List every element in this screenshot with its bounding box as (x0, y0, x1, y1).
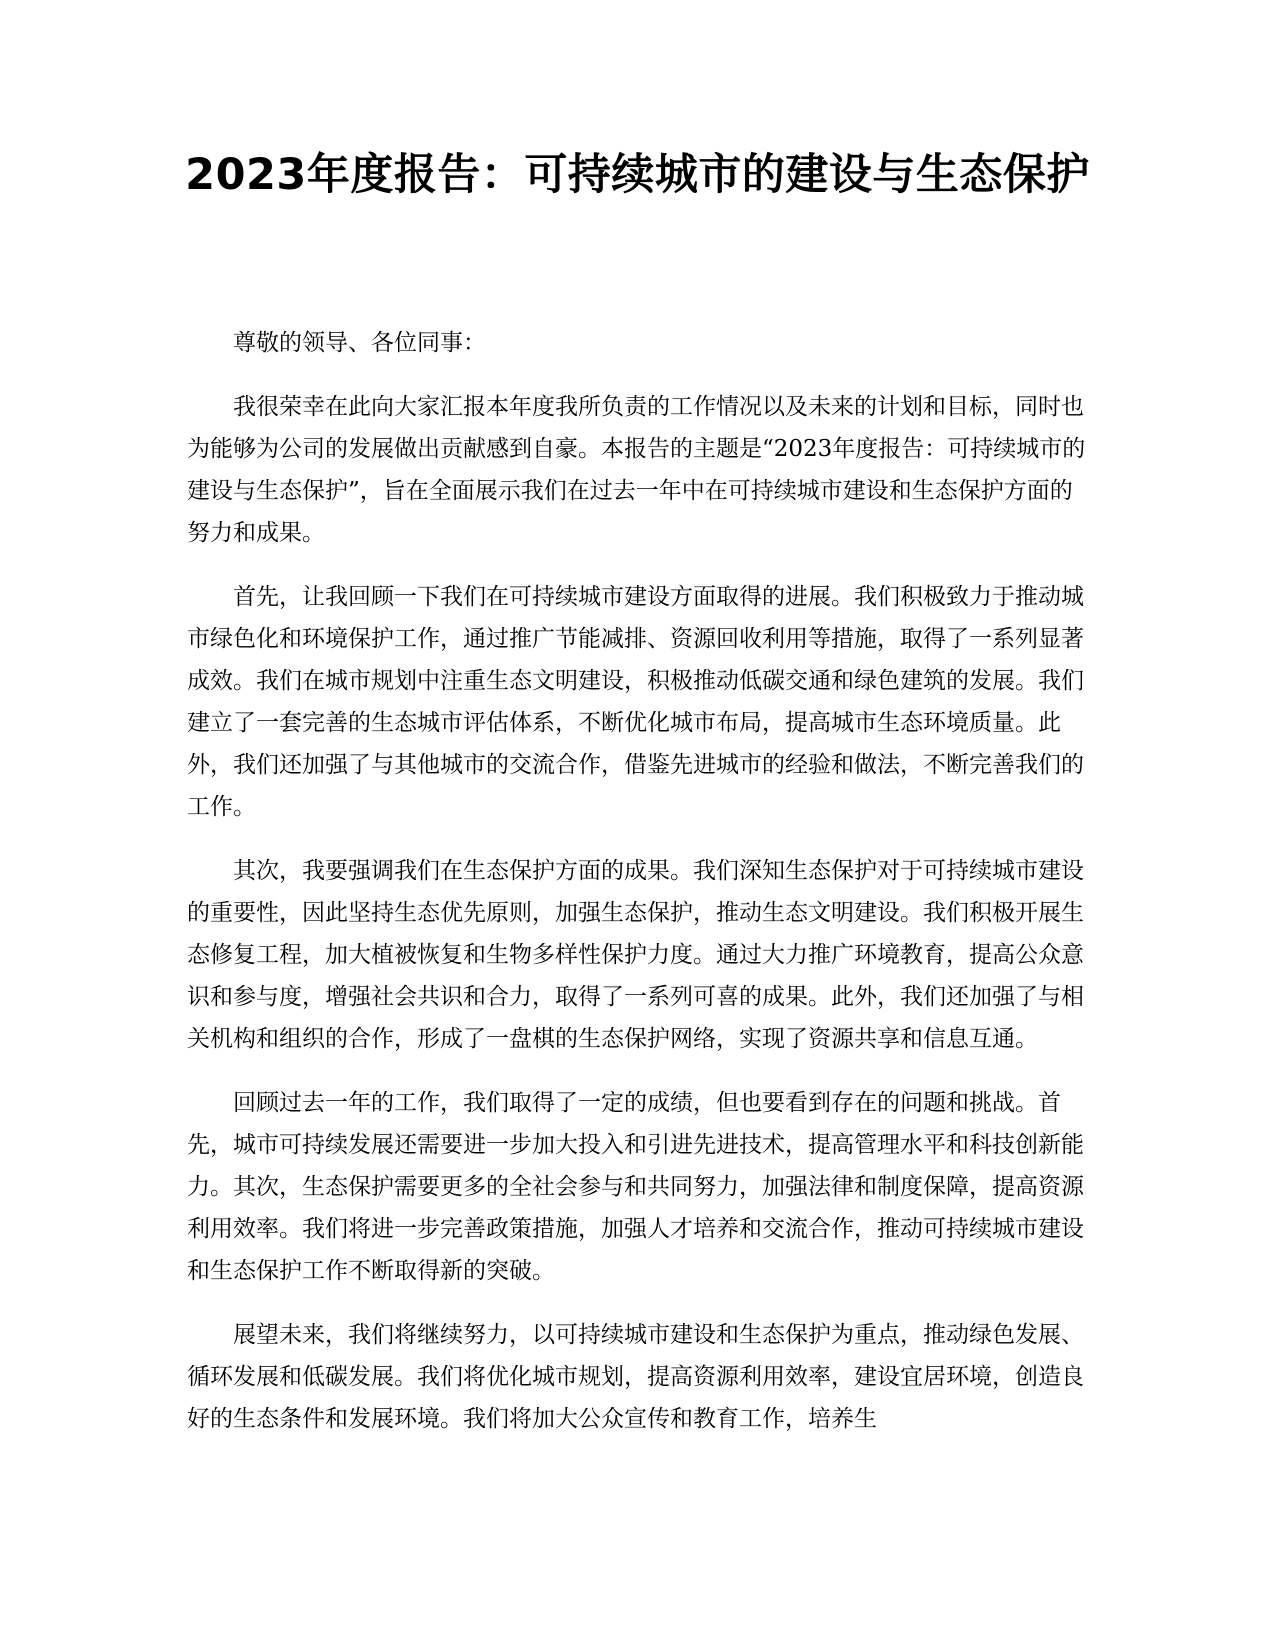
paragraph-ecology-results: 其次，我要强调我们在生态保护方面的成果。我们深知生态保护对于可持续城市建设的重要性，因此坚持生态优先原则，加强生态保护，推动生态文明建设。我们积极开展生态修复工程，加大植被恢复和生物多样性保护力度。通过大力推广环境教育，提高公众意识和参与度，增强社会共识和合力，取得了一系列可喜的成果。此外，我们还加强了与相关机构和组织的合作，形成了一盘棋的生态保护网络，实现了资源共享和信息互通。 (187, 858, 1084, 1052)
document-title: 2023年度报告：可持续城市的建设与生态保护 (185, 150, 1090, 200)
document-body (187, 322, 1092, 1462)
paragraph-intro: 我很荣幸在此向大家汇报本年度我所负责的工作情况以及未来的计划和目标，同时也为能够为公司的发展做出贡献感到自豪。本报告的主题是“2023年度报告：可持续城市的建设与生态保护”，旨在全面展示我们在过去一年中在可持续城市建设和生态保护方面的努力和成果。 (187, 394, 1086, 546)
paragraph-outlook: 展望未来，我们将继续努力，以可持续城市建设和生态保护为重点，推动绿色发展、循环发展和低碳发展。我们将优化城市规划，提高资源利用效率，建设宜居环境，创造良好的生态条件和发展环境。我们将加大公众宣传和教育工作，培养生 (187, 1322, 1084, 1432)
paragraph-challenges: 回顾过去一年的工作，我们取得了一定的成绩，但也要看到存在的问题和挑战。首先，城市可持续发展还需要进一步加大投入和引进先进技术，提高管理水平和科技创新能力。其次，生态保护需要更多的全社会参与和共同努力，加强法律和制度保障，提高资源利用效率。我们将进一步完善政策措施，加强人才培养和交流合作，推动可持续城市建设和生态保护工作不断取得新的突破。 (187, 1090, 1084, 1284)
salutation: 尊敬的领导、各位同事： (233, 330, 486, 356)
paragraph-urban-progress: 首先，让我回顾一下我们在可持续城市建设方面取得的进展。我们积极致力于推动城市绿色化和环境保护工作，通过推广节能减排、资源回收利用等措施，取得了一系列显著成效。我们在城市规划中注重生态文明建设，积极推动低碳交通和绿色建筑的发展。我们建立了一套完善的生态城市评估体系，不断优化城市布局，提高城市生态环境质量。此外，我们还加强了与其他城市的交流合作，借鉴先进城市的经验和做法，不断完善我们的工作。 (187, 584, 1084, 820)
